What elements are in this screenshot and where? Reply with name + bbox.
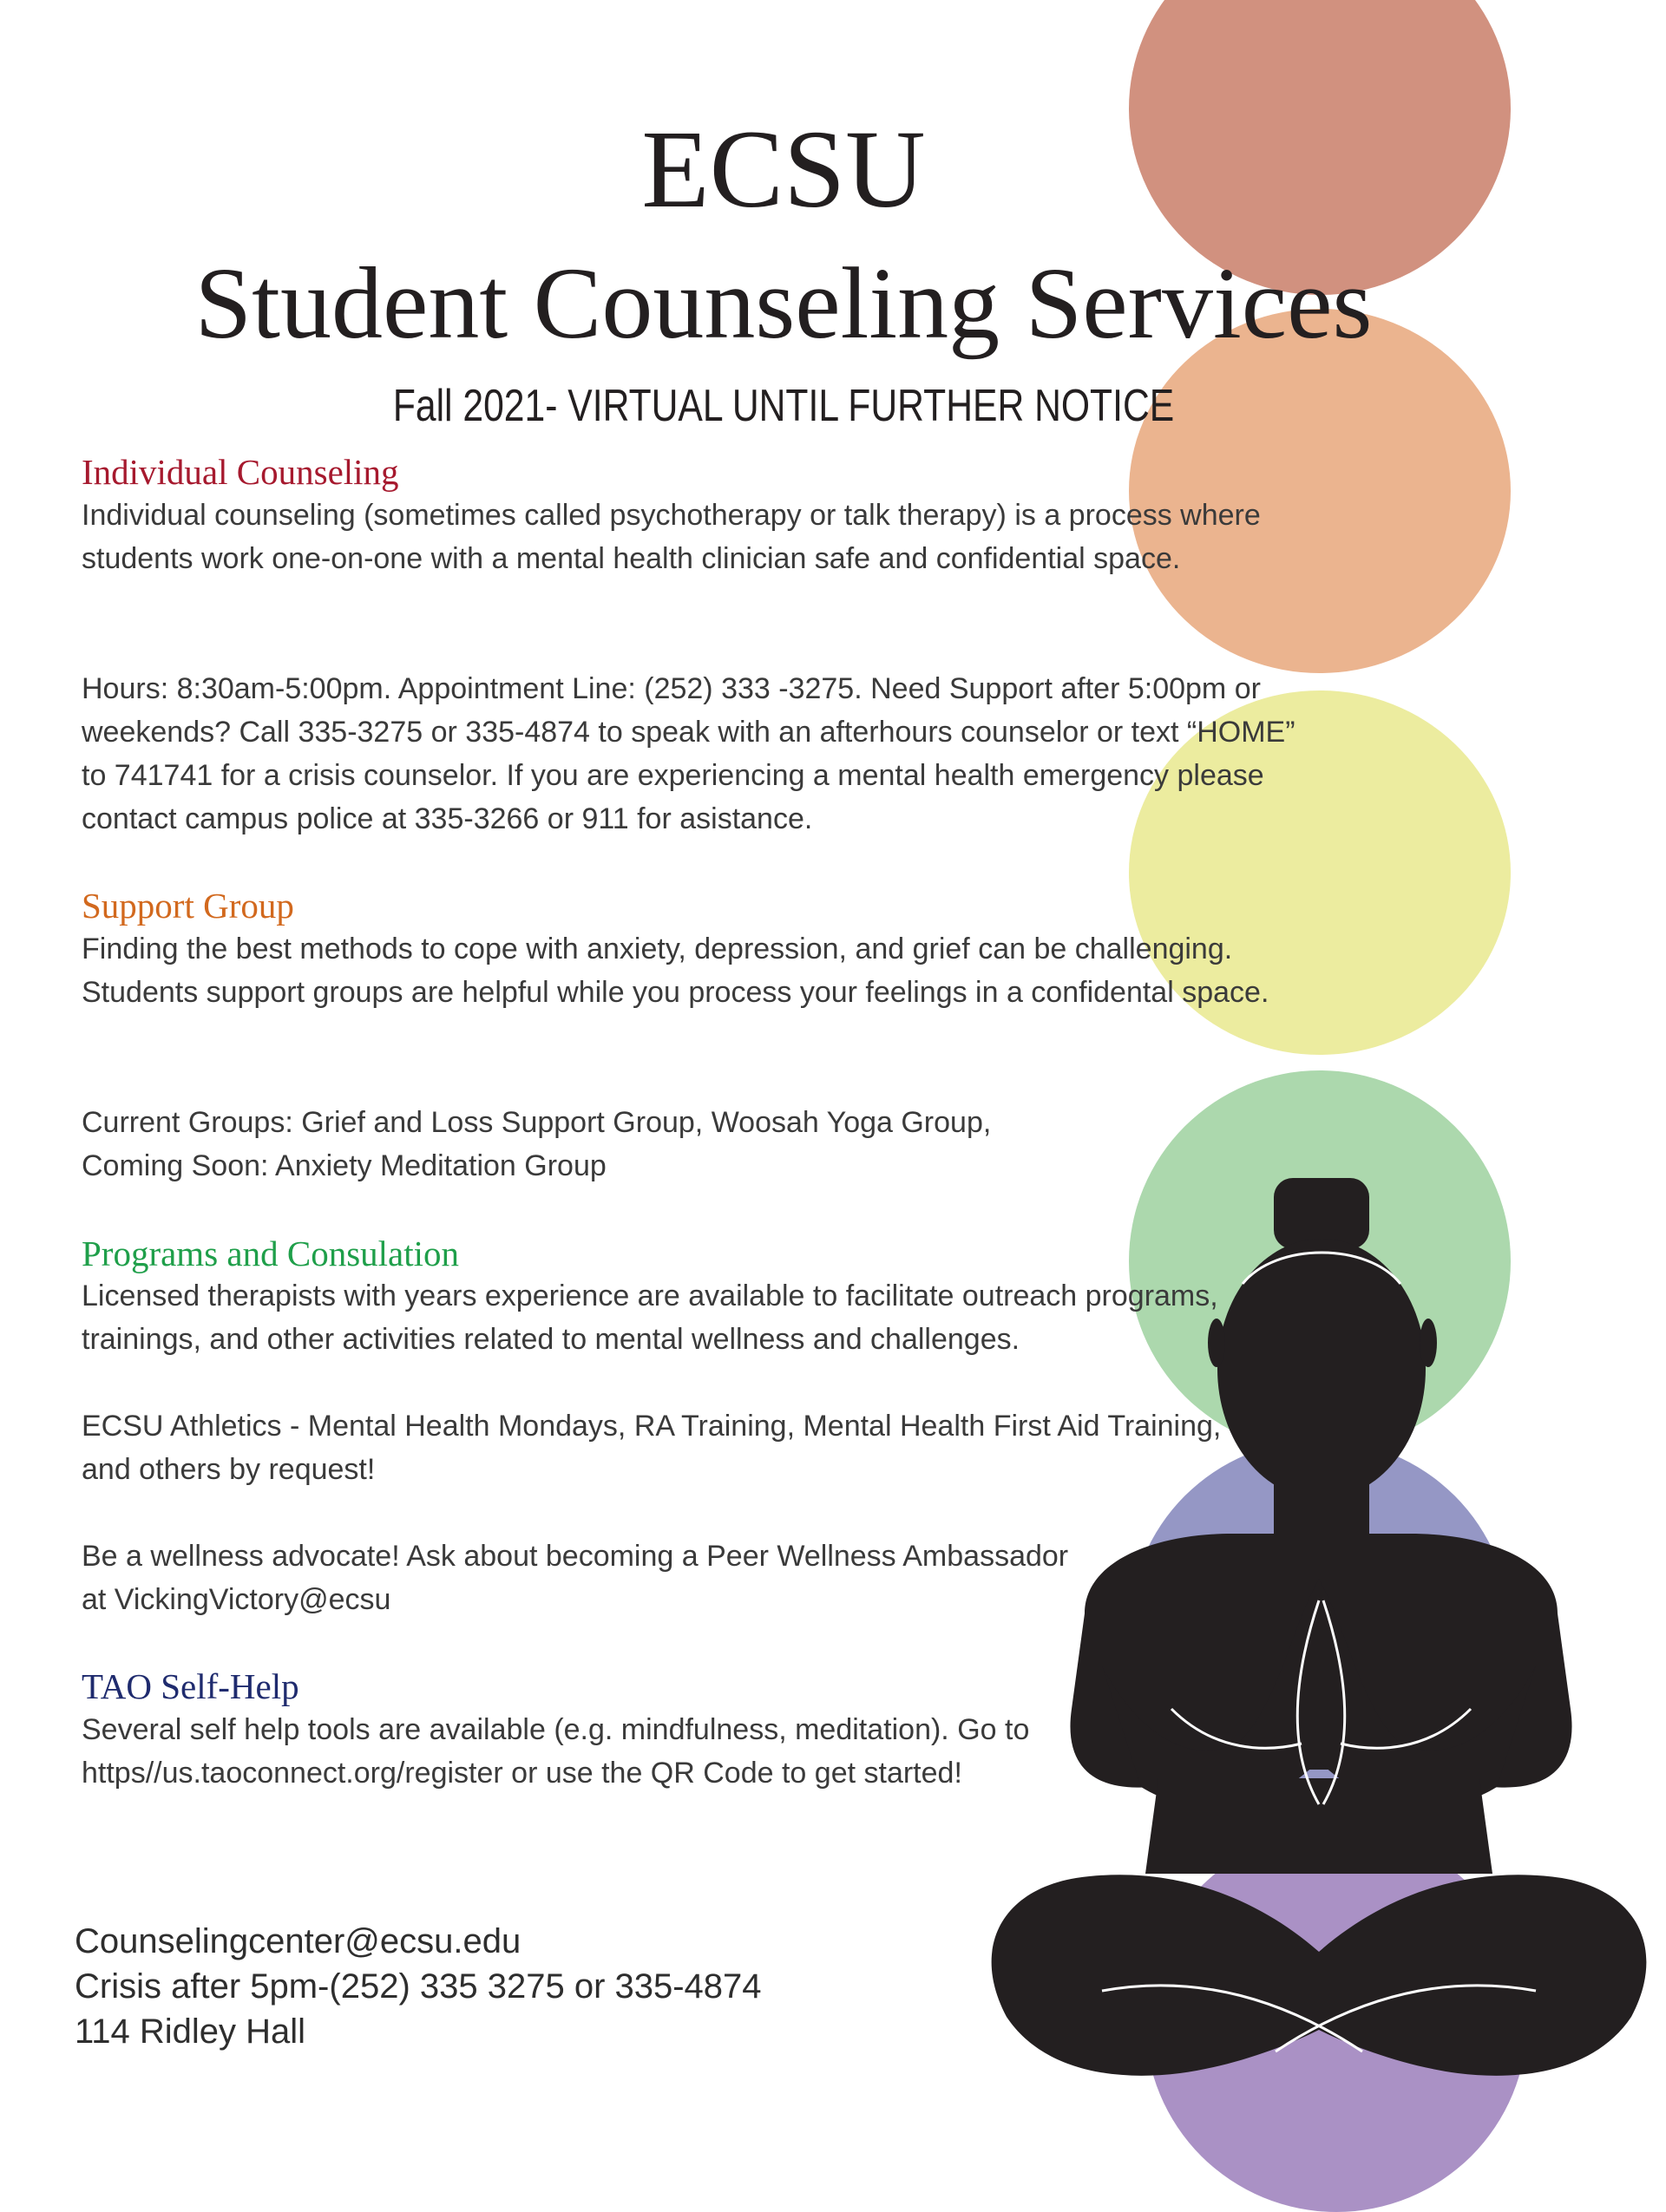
programs-athletics: ECSU Athletics - Mental Health Mondays, RA Training, Mental Health First Aid Training, and others by request! xyxy=(82,1410,1222,1486)
heading-individual-counseling: Individual Counseling xyxy=(82,452,399,492)
page-title: ECSU xyxy=(641,108,926,231)
ambassador-contact: at VickingVictory@ecsu xyxy=(82,1583,391,1616)
heading-programs-consultation: Programs and Consulation xyxy=(82,1234,460,1273)
contact-email[interactable]: Counselingcenter@ecsu.edu xyxy=(75,1922,521,1960)
tao-description: Several self help tools are available (e.g. mindfulness, meditation). Go to https//us.taoconnect.org/register or use the QR Code to get started! xyxy=(82,1713,1030,1790)
contact-location: 114 Ridley Hall xyxy=(75,2012,306,2051)
heading-support-group: Support Group xyxy=(82,886,294,926)
page-title-line2: Student Counseling Services xyxy=(194,246,1373,360)
individual-hours: Hours: 8:30am-5:00pm. Appointment Line: (252) 333 -3275. Need Support after 5:00pm or weekends? Call 335-3275 or 335-4874 to speak with an afterhours counselor or text “HOME” to 741741 for a crisis counselor. If you are experiencing a mental health emergency please contact campus police at 335-3266 or 911 for asistance. xyxy=(82,672,1295,835)
contact-crisis-line: Crisis after 5pm-(252) 335 3275 or 335-4874 xyxy=(75,1967,762,2006)
current-groups: Current Groups: Grief and Loss Support Group, Woosah Yoga Group, xyxy=(82,1106,992,1139)
heading-tao-self-help: TAO Self-Help xyxy=(82,1666,299,1706)
support-groups-list xyxy=(82,1101,1123,1188)
programs-ambassador xyxy=(82,1535,1227,1621)
support-description: Finding the best methods to cope with anxiety, depression, and grief can be challenging. Students support groups are helpful while you process your feelings in a confidental space. xyxy=(82,933,1269,1009)
contact-block xyxy=(75,1919,942,2054)
coming-soon-groups: Coming Soon: Anxiety Meditation Group xyxy=(82,1149,607,1182)
ambassador-line: Be a wellness advocate! Ask about becoming a Peer Wellness Ambassador xyxy=(82,1540,1069,1573)
individual-description: Individual counseling (sometimes called psychotherapy or talk therapy) is a process where students work one-on-one with a mental health clinician safe and confidential space. xyxy=(82,499,1261,575)
page-subtitle: Fall 2021- VIRTUAL UNTIL FURTHER NOTICE xyxy=(392,381,1175,431)
programs-description: Licensed therapists with years experience are available to facilitate outreach programs, trainings, and other activities related to mental wellness and challenges. xyxy=(82,1279,1218,1356)
